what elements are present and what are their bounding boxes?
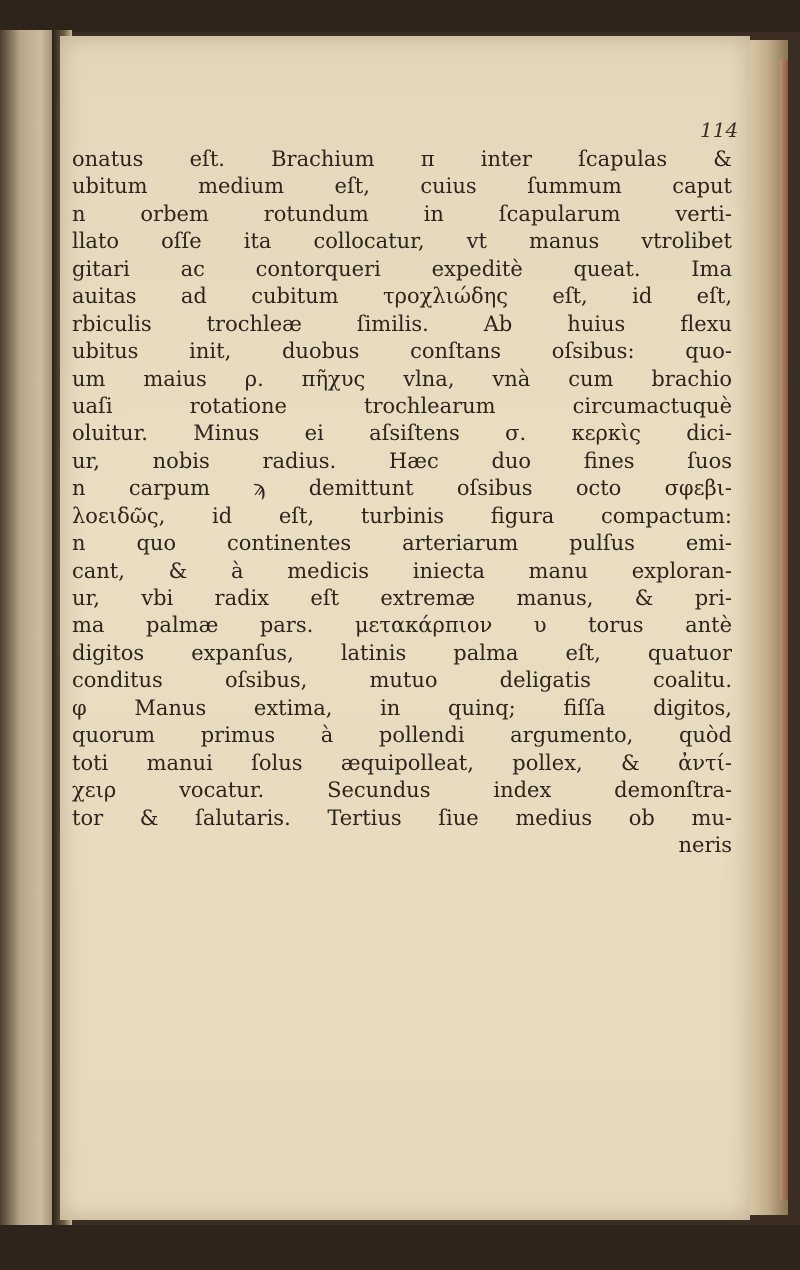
text-line: auitas ad cubitum τροχλιώδης eſt, id eſt, (72, 284, 732, 309)
background-top (0, 0, 800, 32)
text-line: conditus oſsibus, mutuo deligatis coalitu. (72, 668, 732, 693)
text-line: ubitum medium eſt, cuius ſummum caput (72, 174, 732, 199)
page-number: 114 (700, 118, 739, 142)
text-line: rbiculis trochleæ ſimilis. Ab huius flexu (72, 311, 732, 336)
text-line: ur, nobis radius. Hæc duo fines ſuos (72, 448, 732, 473)
text-line: toti manui ſolus æquipolleat, pollex, & ἀντί- (72, 750, 732, 775)
text-line: tor & ſalutaris. Tertius ſiue medius ob mu- (72, 805, 732, 830)
text-line: digitos expanſus, latinis palma eſt, quatuor (72, 640, 732, 665)
red-page-edge (780, 60, 788, 1200)
text-line: ubitus init, duobus conſtans oſsibus: quo- (72, 339, 732, 364)
text-line: n orbem rotundum in ſcapularum verti- (72, 201, 732, 226)
text-line: uaſi rotatione trochlearum circumactuquè (72, 393, 732, 418)
text-line: n carpum ϡ demittunt oſsibus octo σφεβι- (72, 476, 732, 501)
facing-page-edge (0, 30, 58, 1225)
text-line: gitari ac contorqueri expeditè queat. Ima (72, 256, 732, 281)
background-bottom (0, 1225, 800, 1270)
text-line: χειρ vocatur. Secundus index demonſtra- (72, 778, 732, 803)
text-line: ma palmæ pars. μετακάρπιον υ torus antè (72, 613, 732, 638)
catchword: neris (678, 832, 732, 857)
text-line: n quo continentes arteriarum pulſus emi- (72, 531, 732, 556)
text-line: quorum primus à pollendi argumento, quòd (72, 723, 732, 748)
text-line: um maius ρ. πῆχυς vlna, vnà cum brachio (72, 366, 732, 391)
text-line: cant, & à medicis iniecta manu exploran- (72, 558, 732, 583)
body-text (72, 146, 732, 859)
text-line: λοειδῶς, id eſt, turbinis figura compactum: (72, 503, 732, 528)
text-line: llato oſſe ita collocatur, vt manus vtrolibet (72, 229, 732, 254)
text-line: onatus eſt. Brachium π inter ſcapulas & (72, 147, 732, 171)
text-line: ur, vbi radix eſt extremæ manus, & pri- (72, 586, 732, 610)
text-line: oluitur. Minus ei aſsiſtens σ. κερκὶς dici- (72, 421, 732, 446)
text-line: φ Manus extima, in quinq; fiſſa digitos, (72, 695, 732, 720)
